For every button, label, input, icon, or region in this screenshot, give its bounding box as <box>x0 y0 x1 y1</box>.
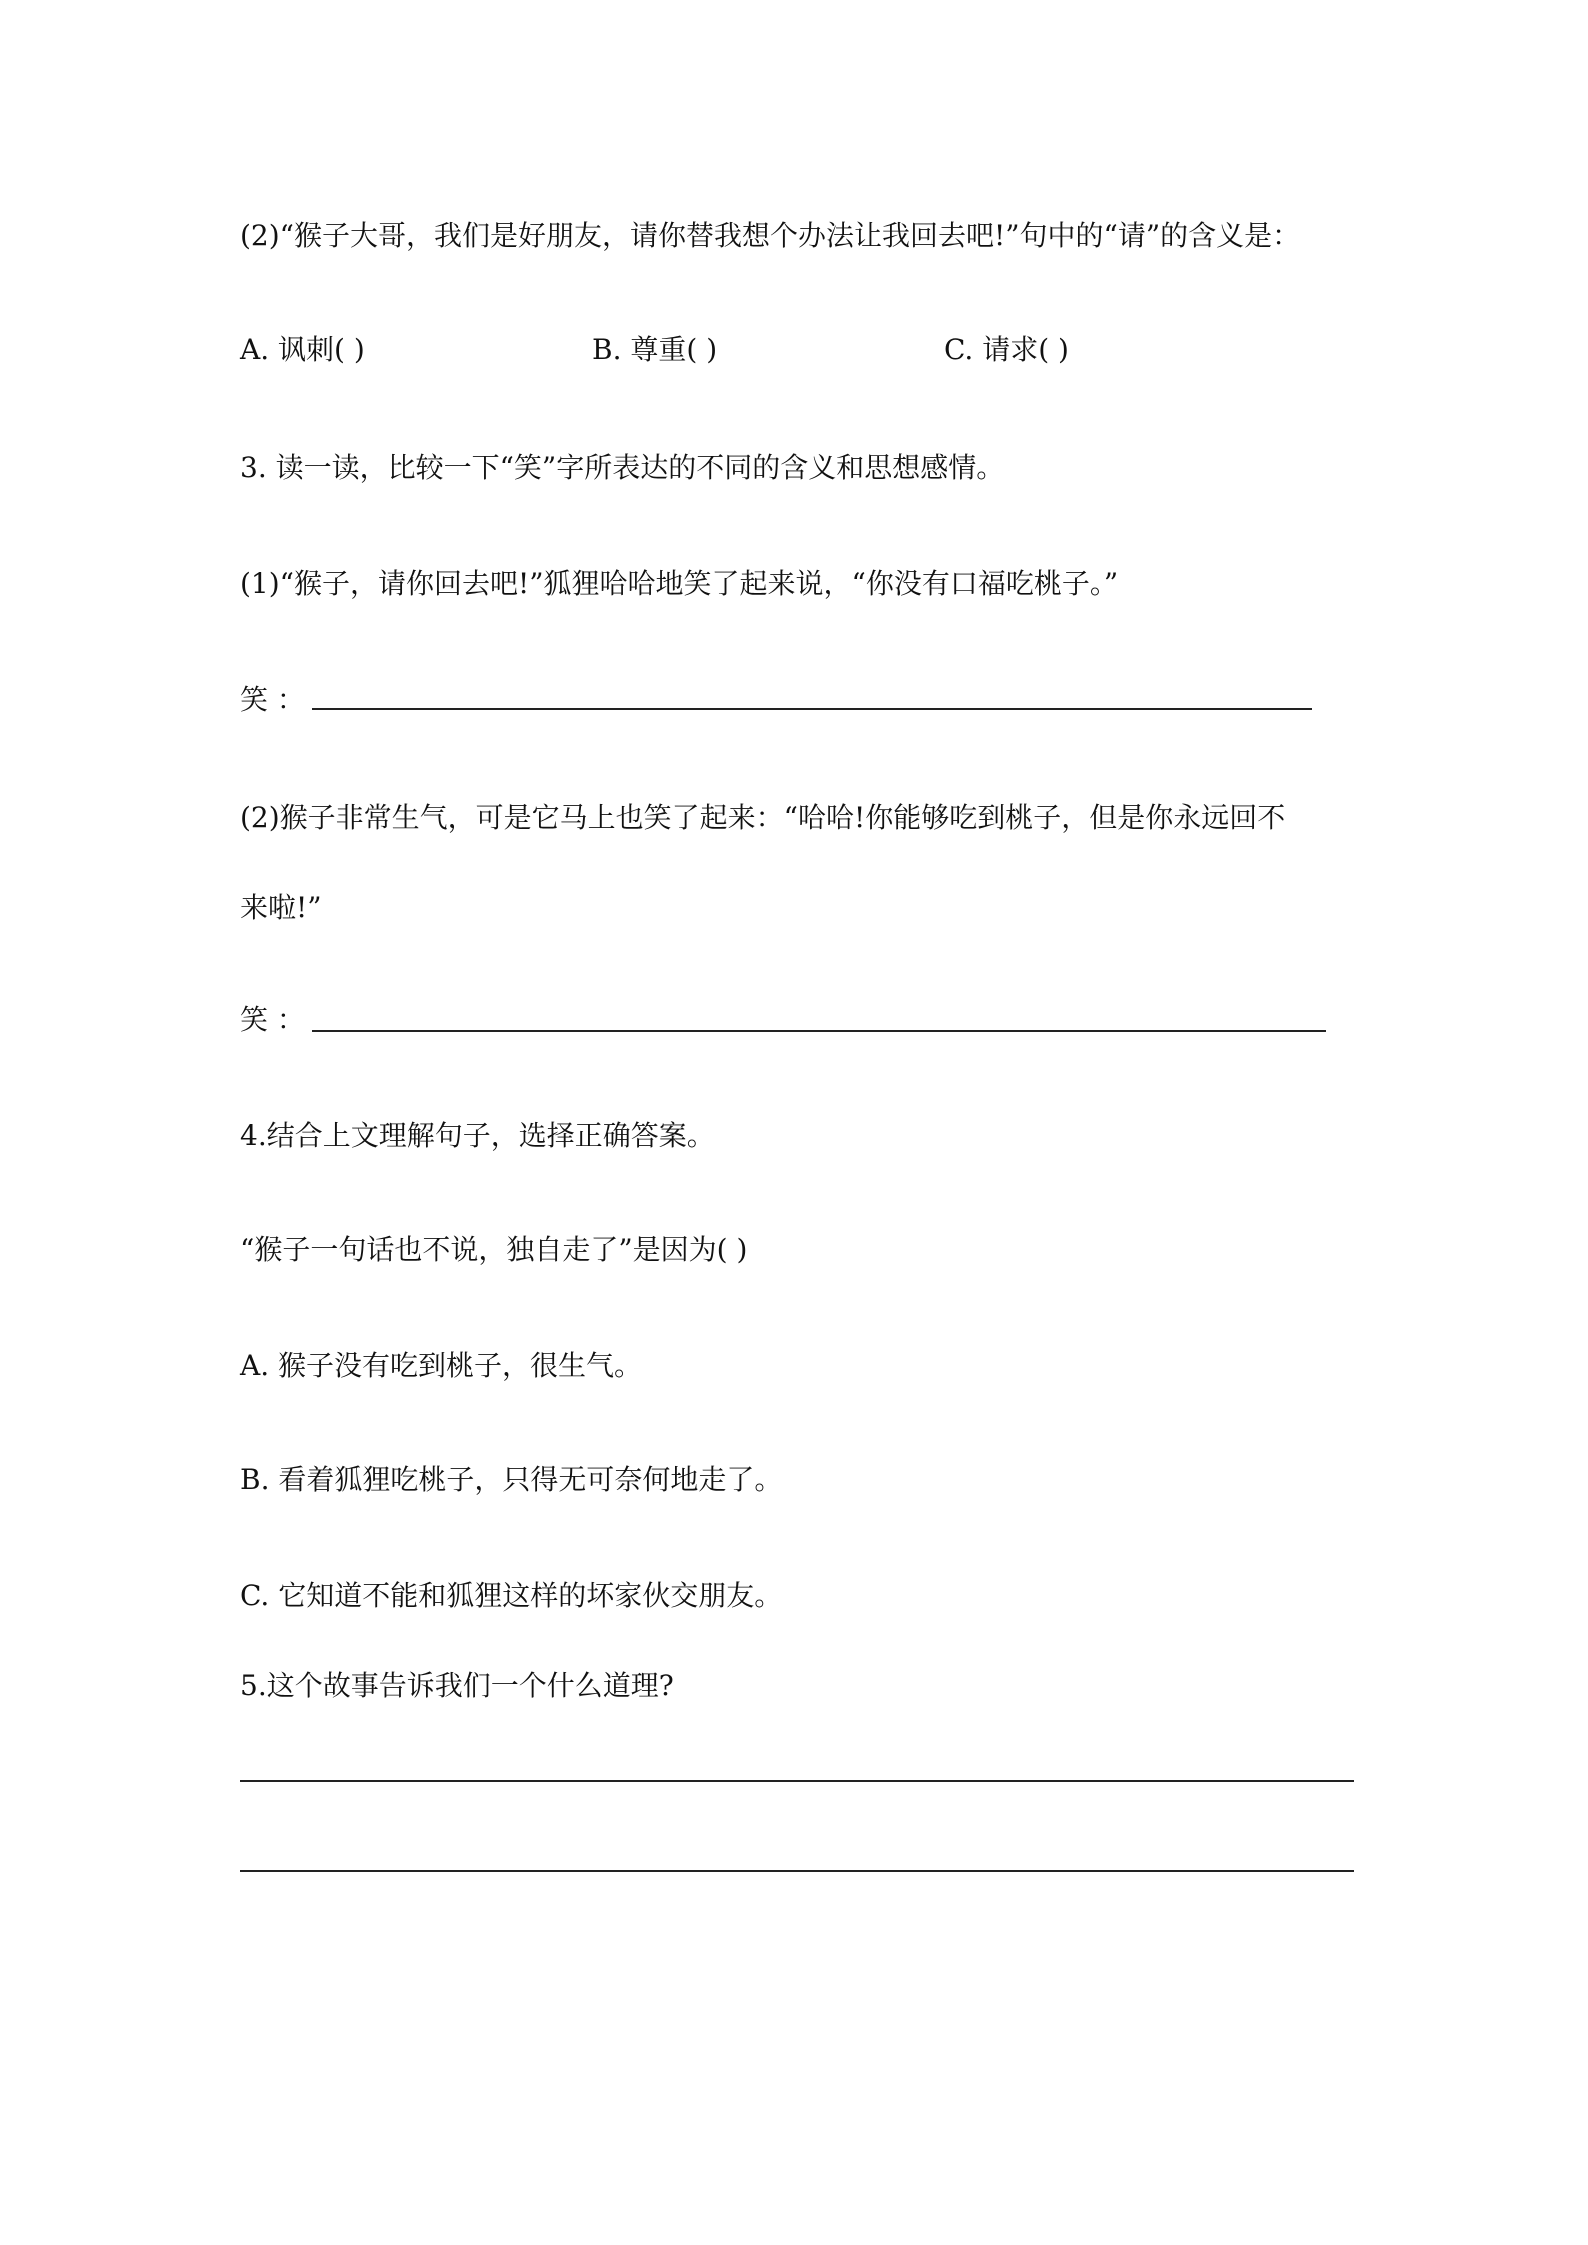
q4-option-a[interactable]: A. 猴子没有吃到桃子，很生气。 <box>240 1349 643 1382</box>
q4-stem: “猴子一句话也不说，独自走了”是因为( ) <box>240 1233 748 1266</box>
q3-answer-line-1[interactable] <box>312 708 1312 710</box>
q5-answer-line-1[interactable] <box>240 1780 1354 1782</box>
q3-answer-line-2[interactable] <box>312 1030 1326 1032</box>
q2-2-option-a[interactable]: A. 讽刺( ) <box>240 333 365 366</box>
q4-title: 4.结合上文理解句子，选择正确答案。 <box>240 1119 715 1152</box>
q2-2-text: (2)“猴子大哥，我们是好朋友，请你替我想个办法让我回去吧!”句中的“请”的含义是： <box>240 219 1301 252</box>
q2-2-option-c[interactable]: C. 请求( ) <box>944 333 1069 366</box>
q2-2-option-b[interactable]: B. 尊重( ) <box>592 333 718 366</box>
q4-option-b[interactable]: B. 看着狐狸吃桃子，只得无可奈何地走了。 <box>240 1463 783 1496</box>
q3-answer-label-1: 笑 ： <box>240 683 305 716</box>
q3-sentence-2-line-2: 来啦!” <box>240 891 322 924</box>
q3-title: 3. 读一读，比较一下“笑”字所表达的不同的含义和思想感情。 <box>240 451 1005 484</box>
q5-title: 5.这个故事告诉我们一个什么道理? <box>240 1669 674 1702</box>
q3-sentence-1: (1)“猴子，请你回去吧!”狐狸哈哈地笑了起来说，“你没有口福吃桃子。” <box>240 567 1119 600</box>
q4-option-c[interactable]: C. 它知道不能和狐狸这样的坏家伙交朋友。 <box>240 1579 783 1612</box>
q3-sentence-2-line-1: (2)猴子非常生气，可是它马上也笑了起来：“哈哈!你能够吃到桃子，但是你永远回不 <box>240 801 1286 834</box>
q5-answer-line-2[interactable] <box>240 1870 1354 1872</box>
q3-answer-label-2: 笑 ： <box>240 1003 305 1036</box>
